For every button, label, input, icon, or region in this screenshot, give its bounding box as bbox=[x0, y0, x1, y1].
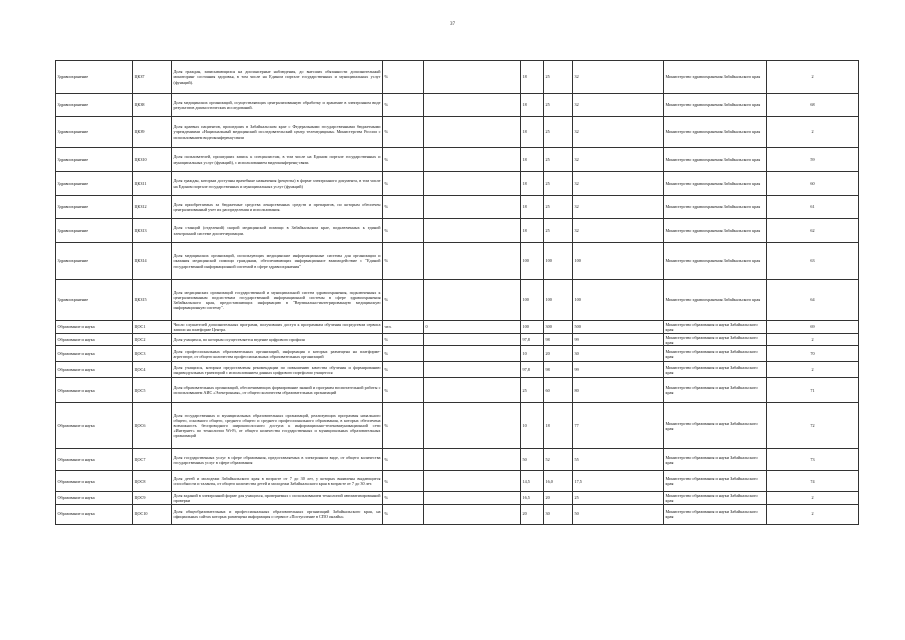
code-cell: ЦОС8 bbox=[133, 471, 172, 492]
base-value-cell bbox=[424, 449, 521, 471]
value-2022-cell: 14,5 bbox=[521, 471, 544, 492]
value-2024-cell: 50 bbox=[573, 504, 664, 524]
unit-cell: % bbox=[383, 280, 424, 321]
value-2024-cell: 80 bbox=[573, 378, 664, 403]
table-row bbox=[56, 148, 859, 172]
code-cell: ЦКЗ11 bbox=[133, 172, 172, 196]
index-number-cell: 71 bbox=[767, 378, 859, 403]
base-value-cell bbox=[424, 94, 521, 117]
value-2024-cell: 32 bbox=[573, 117, 664, 148]
value-2024-cell: 100 bbox=[573, 280, 664, 321]
value-2022-cell: 18 bbox=[521, 117, 544, 148]
value-2023-cell: 18 bbox=[544, 403, 573, 449]
responsible-cell: Министерство здравоохранения Забайкальского края bbox=[664, 219, 767, 243]
value-2022-cell: 50 bbox=[521, 449, 544, 471]
value-2023-cell: 25 bbox=[544, 172, 573, 196]
table-row bbox=[56, 449, 859, 471]
value-2022-cell: 10 bbox=[521, 403, 544, 449]
code-cell: ЦКЗ8 bbox=[133, 94, 172, 117]
value-2023-cell: 25 bbox=[544, 196, 573, 219]
indicators-table bbox=[55, 60, 859, 525]
index-number-cell: 2 bbox=[767, 492, 859, 504]
description-cell: Доля профессиональных образовательных организаций, информация о которых размещена на платформе-агрегаторе, от общего количества профессиональных образовательных организаций bbox=[172, 346, 383, 362]
index-number-cell: 70 bbox=[767, 346, 859, 362]
sphere-cell: Образование и наука bbox=[56, 449, 133, 471]
value-2022-cell: 18 bbox=[521, 219, 544, 243]
unit-cell: % bbox=[383, 504, 424, 524]
responsible-cell: Министерство здравоохранения Забайкальского края bbox=[664, 94, 767, 117]
unit-cell: % bbox=[383, 492, 424, 504]
responsible-cell: Министерство образования и науки Забайкальского края bbox=[664, 471, 767, 492]
index-number-cell: 69 bbox=[767, 321, 859, 334]
value-2024-cell: 77 bbox=[573, 403, 664, 449]
base-value-cell bbox=[424, 117, 521, 148]
unit-cell: % bbox=[383, 243, 424, 280]
value-2023-cell: 25 bbox=[544, 148, 573, 172]
value-2024-cell: 99 bbox=[573, 362, 664, 378]
description-cell: Доля медицинских организаций, осуществляющих централизованную обработку и хранение в электронном виде результатов диагностических исследований. bbox=[172, 94, 383, 117]
unit-cell: % bbox=[383, 219, 424, 243]
base-value-cell bbox=[424, 378, 521, 403]
value-2024-cell: 500 bbox=[573, 321, 664, 334]
index-number-cell: 64 bbox=[767, 280, 859, 321]
responsible-cell: Министерство образования и науки Забайкальского края bbox=[664, 492, 767, 504]
value-2023-cell: 25 bbox=[544, 94, 573, 117]
base-value-cell bbox=[424, 172, 521, 196]
base-value-cell bbox=[424, 346, 521, 362]
description-cell: Число слушателей дополнительных программ, получивших доступ к программам обучения посредством сервиса записи на платформе Центра. bbox=[173, 321, 381, 332]
responsible-cell: Министерство образования и науки Забайкальского края bbox=[664, 334, 767, 346]
description-cell: Доля государственных и муниципальных образовательных организаций, реализующих программы начального общего, основного общего, среднего общего и среднего профессионального образования, в которых обеспечена возможность беспроводного широкополосного доступа к информационно-телекоммуникационной сети «Интернет» по технологии Wi-Fi, от общего количества государственных и муниципальных образовательных организаций bbox=[172, 403, 383, 449]
value-2023-cell: 25 bbox=[544, 61, 573, 94]
base-value-cell bbox=[424, 471, 521, 492]
sphere-cell: Образование и наука bbox=[56, 504, 133, 524]
value-2023-cell: 20 bbox=[544, 492, 573, 504]
table-row bbox=[56, 321, 859, 334]
code-cell: ЦКЗ10 bbox=[133, 148, 172, 172]
unit-cell: % bbox=[383, 94, 424, 117]
table-row bbox=[56, 219, 859, 243]
sphere-cell: Образование и наука bbox=[56, 346, 133, 362]
description-cell: Доля приобретаемых за бюджетные средства лекарственных средств и препаратов, по которым обеспечен централизованный учет их распределения и использования. bbox=[172, 196, 383, 219]
sphere-cell: Образование и наука bbox=[56, 362, 133, 378]
value-2024-cell: 17,5 bbox=[573, 471, 664, 492]
index-number-cell: 2 bbox=[767, 504, 859, 524]
unit-cell: % bbox=[383, 196, 424, 219]
code-cell: ЦОС4 bbox=[133, 362, 172, 378]
sphere-cell: Здравоохранение bbox=[56, 219, 133, 243]
value-2022-cell: 97,8 bbox=[521, 334, 544, 346]
table-row bbox=[56, 243, 859, 280]
description-cell: Доля учащихся, по которым осуществляется ведение цифрового профиля bbox=[172, 334, 383, 346]
sphere-cell: Образование и наука bbox=[56, 378, 133, 403]
responsible-cell: Министерство образования и науки Забайкальского края bbox=[664, 346, 767, 362]
sphere-cell: Здравоохранение bbox=[56, 280, 133, 321]
responsible-cell: Министерство образования и науки Забайкальского края bbox=[664, 378, 767, 403]
responsible-cell: Министерство здравоохранения Забайкальского края bbox=[664, 117, 767, 148]
value-2022-cell: 18 bbox=[521, 196, 544, 219]
base-value-cell: 0 bbox=[424, 321, 521, 334]
responsible-cell: Министерство образования и науки Забайкальского края bbox=[664, 362, 767, 378]
base-value-cell bbox=[424, 504, 521, 524]
responsible-cell: Министерство здравоохранения Забайкальского края bbox=[664, 61, 767, 94]
value-2024-cell: 32 bbox=[573, 172, 664, 196]
page-number: 37 bbox=[450, 22, 455, 27]
table-row bbox=[56, 280, 859, 321]
value-2023-cell: 100 bbox=[544, 243, 573, 280]
value-2024-cell: 32 bbox=[573, 219, 664, 243]
description-cell: Доля учащихся, которым предоставлены рекомендации по повышению качества обучения и формированию индивидуальных траекторий с использованием данных цифрового портфолио учащегося bbox=[172, 362, 383, 378]
description-cell: Доля граждан, которым доступны врачебные назначения (рецепты) в форме электронного документа, в том числе на Едином портале государственных и муниципальных услуг (функций) bbox=[172, 172, 383, 196]
index-number-cell: 2 bbox=[767, 362, 859, 378]
value-2022-cell: 25 bbox=[521, 378, 544, 403]
value-2024-cell: 32 bbox=[573, 196, 664, 219]
description-cell: Доля медицинских организаций государственной и муниципальной систем здравоохранения, подключенных к централизованным подсистемам государственной информационной системы в сфере здравоохранения Забайкальского края, предоставляющих информацию в "Вертикально-интегрированную медицинскую информационную систему". bbox=[172, 280, 383, 321]
code-cell: ЦОС6 bbox=[133, 403, 172, 449]
code-cell: ЦОС3 bbox=[133, 346, 172, 362]
base-value-cell bbox=[424, 61, 521, 94]
unit-cell: % bbox=[383, 117, 424, 148]
base-value-cell bbox=[424, 280, 521, 321]
index-number-cell: 2 bbox=[767, 117, 859, 148]
code-cell: ЦКЗ7 bbox=[133, 61, 172, 94]
table-row bbox=[56, 196, 859, 219]
description-cell: Доля медицинских организаций, использующих медицинские информационные системы для организации и оказания медицинской помощи гражданам, обеспечивающих информационное взаимодействие с "Единой государственной информационной системой в сфере здравоохранения" bbox=[172, 243, 383, 280]
value-2022-cell: 16,5 bbox=[521, 492, 544, 504]
responsible-cell: Министерство здравоохранения Забайкальского края bbox=[664, 172, 767, 196]
description-cell: Доля пользователей, прошедших запись к специалистам, в том числе на Едином портале государственных и муниципальных услуг (функций), с использованием видеоконференц-связи. bbox=[172, 148, 383, 172]
description-cell: Доля краевых пациентов, прошедших в Забайкальском крае с Федеральными государственными бюджетными учреждениями «Национальный медицинский исследовательский центр телемедицины» Министерства России с использованием видеоконференц-связи bbox=[172, 117, 383, 148]
table-row bbox=[56, 346, 859, 362]
unit-cell: % bbox=[383, 403, 424, 449]
index-number-cell: 60 bbox=[767, 172, 859, 196]
index-number-cell: 72 bbox=[767, 403, 859, 449]
sphere-cell: Здравоохранение bbox=[56, 148, 133, 172]
code-cell: ЦКЗ12 bbox=[133, 196, 172, 219]
value-2024-cell: 32 bbox=[573, 94, 664, 117]
sphere-cell: Здравоохранение bbox=[56, 61, 133, 94]
table-row bbox=[56, 362, 859, 378]
sphere-cell: Образование и наука bbox=[56, 403, 133, 449]
code-cell: ЦКЗ14 bbox=[133, 243, 172, 280]
value-2024-cell: 55 bbox=[573, 449, 664, 471]
description-cell: Доля образовательных организаций, обеспечивающих формирование знаний и программ воспитательной работы с использованием АИС «Электронная», от общего количества образовательных организаций bbox=[172, 378, 383, 403]
responsible-cell: Министерство образования и науки Забайкальского края bbox=[664, 449, 767, 471]
table-row bbox=[56, 94, 859, 117]
value-2023-cell: 20 bbox=[544, 346, 573, 362]
table-row bbox=[56, 172, 859, 196]
value-2024-cell: 100 bbox=[573, 243, 664, 280]
code-cell: ЦОС9 bbox=[133, 492, 172, 504]
code-cell: ЦКЗ9 bbox=[133, 117, 172, 148]
value-2022-cell: 100 bbox=[521, 321, 544, 334]
value-2022-cell: 18 bbox=[521, 148, 544, 172]
value-2022-cell: 97,8 bbox=[521, 362, 544, 378]
sphere-cell: Здравоохранение bbox=[56, 243, 133, 280]
unit-cell: % bbox=[383, 172, 424, 196]
value-2023-cell: 100 bbox=[544, 280, 573, 321]
value-2024-cell: 32 bbox=[573, 61, 664, 94]
description-cell: Доля общеобразовательных и профессиональных образовательных организаций Забайкальского края, на официальных сайтах которых размещена информация о сервисе «Поступление в СПО онлайн» bbox=[172, 504, 383, 524]
value-2022-cell: 100 bbox=[521, 243, 544, 280]
unit-cell: % bbox=[383, 346, 424, 362]
value-2023-cell: 52 bbox=[544, 449, 573, 471]
code-cell: ЦКЗ13 bbox=[133, 219, 172, 243]
unit-cell: чел. bbox=[383, 321, 424, 334]
responsible-cell: Министерство здравоохранения Забайкальского края bbox=[664, 243, 767, 280]
table-row bbox=[56, 471, 859, 492]
index-number-cell: 63 bbox=[767, 243, 859, 280]
unit-cell: % bbox=[383, 362, 424, 378]
value-2023-cell: 60 bbox=[544, 378, 573, 403]
value-2023-cell: 16,0 bbox=[544, 471, 573, 492]
index-number-cell: 73 bbox=[767, 449, 859, 471]
unit-cell: % bbox=[383, 61, 424, 94]
sphere-cell: Здравоохранение bbox=[56, 196, 133, 219]
value-2023-cell: 25 bbox=[544, 219, 573, 243]
base-value-cell bbox=[424, 492, 521, 504]
responsible-cell: Министерство образования и науки Забайкальского края bbox=[664, 321, 767, 334]
description-cell: Доля граждан, записывающихся на диспансерные наблюдения, до внесших обязанности дополнительный мониторинг состояния здоровья, в том числе на Едином портале государственных и муниципальных услуг (функций). bbox=[172, 61, 383, 94]
base-value-cell bbox=[424, 148, 521, 172]
value-2022-cell: 20 bbox=[521, 504, 544, 524]
code-cell: ЦКЗ15 bbox=[133, 280, 172, 321]
value-2023-cell: 25 bbox=[544, 117, 573, 148]
table-row bbox=[56, 61, 859, 94]
description-cell: Доля заданий в электронной форме для учащихся, проверяемых с использованием технологий автоматизированной проверки bbox=[173, 492, 381, 503]
unit-cell: % bbox=[383, 334, 424, 346]
value-2024-cell: 32 bbox=[573, 148, 664, 172]
base-value-cell bbox=[424, 334, 521, 346]
value-2022-cell: 18 bbox=[521, 172, 544, 196]
base-value-cell bbox=[424, 362, 521, 378]
table-row bbox=[56, 403, 859, 449]
value-2022-cell: 18 bbox=[521, 94, 544, 117]
code-cell: ЦОС5 bbox=[133, 378, 172, 403]
sphere-cell: Образование и наука bbox=[56, 471, 133, 492]
responsible-cell: Министерство образования и науки Забайкальского края bbox=[664, 403, 767, 449]
index-number-cell: 59 bbox=[767, 148, 859, 172]
index-number-cell: 61 bbox=[767, 196, 859, 219]
value-2024-cell: 25 bbox=[573, 492, 664, 504]
index-number-cell: 2 bbox=[767, 61, 859, 94]
table-row bbox=[56, 117, 859, 148]
value-2022-cell: 18 bbox=[521, 61, 544, 94]
table-row bbox=[56, 492, 859, 504]
table-body bbox=[56, 61, 859, 525]
unit-cell: % bbox=[383, 471, 424, 492]
table-row bbox=[56, 378, 859, 403]
table-row bbox=[56, 334, 859, 346]
value-2023-cell: 30 bbox=[544, 504, 573, 524]
value-2024-cell: 30 bbox=[573, 346, 664, 362]
sphere-cell: Здравоохранение bbox=[56, 172, 133, 196]
code-cell: ЦОС1 bbox=[133, 321, 172, 334]
description-cell: Доля станций (отделений) скорой медицинской помощи в Забайкальском крае, подключенных к единой электронной системе диспетчеризации. bbox=[172, 219, 383, 243]
unit-cell: % bbox=[383, 378, 424, 403]
unit-cell: % bbox=[383, 449, 424, 471]
sphere-cell: Образование и наука bbox=[56, 321, 133, 334]
responsible-cell: Министерство образования и науки Забайкальского края bbox=[664, 504, 767, 524]
value-2023-cell: 98 bbox=[544, 334, 573, 346]
value-2024-cell: 99 bbox=[573, 334, 664, 346]
value-2023-cell: 300 bbox=[544, 321, 573, 334]
code-cell: ЦОС2 bbox=[133, 334, 172, 346]
code-cell: ЦОС7 bbox=[133, 449, 172, 471]
sphere-cell: Образование и наука bbox=[56, 492, 133, 504]
value-2022-cell: 10 bbox=[521, 346, 544, 362]
base-value-cell bbox=[424, 219, 521, 243]
description-cell: Доля детей и молодежи Забайкальского края в возрасте от 7 до 30 лет, у которых выявлены выдающиеся способности и таланты, от общего количества детей и молодежи Забайкальского края в возрасте от 7 до 30 лет. bbox=[172, 471, 383, 492]
unit-cell: % bbox=[383, 148, 424, 172]
index-number-cell: 68 bbox=[767, 94, 859, 117]
base-value-cell bbox=[424, 243, 521, 280]
description-cell: Доля государственных услуг в сфере образования, предоставляемых в электронном виде, от общего количества государственных услуг в сфере образования bbox=[172, 449, 383, 471]
table-row bbox=[56, 504, 859, 524]
code-cell: ЦОС10 bbox=[133, 504, 172, 524]
base-value-cell bbox=[424, 196, 521, 219]
value-2022-cell: 100 bbox=[521, 280, 544, 321]
value-2023-cell: 98 bbox=[544, 362, 573, 378]
index-number-cell: 2 bbox=[767, 334, 859, 346]
sphere-cell: Здравоохранение bbox=[56, 94, 133, 117]
base-value-cell bbox=[424, 403, 521, 449]
sphere-cell: Здравоохранение bbox=[56, 117, 133, 148]
responsible-cell: Министерство здравоохранения Забайкальского края bbox=[664, 280, 767, 321]
responsible-cell: Министерство здравоохранения Забайкальского края bbox=[664, 196, 767, 219]
responsible-cell: Министерство здравоохранения Забайкальского края bbox=[664, 148, 767, 172]
index-number-cell: 62 bbox=[767, 219, 859, 243]
index-number-cell: 74 bbox=[767, 471, 859, 492]
sphere-cell: Образование и наука bbox=[56, 334, 133, 346]
